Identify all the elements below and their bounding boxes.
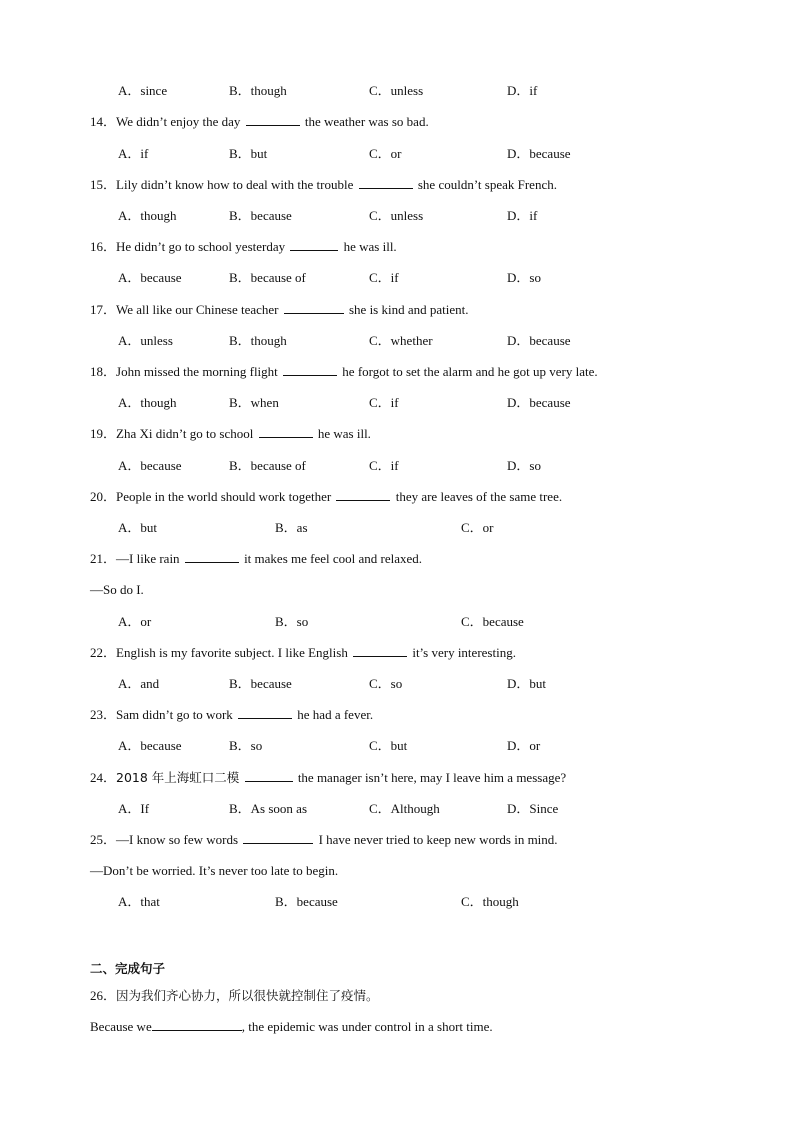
option-b[interactable]: B．as xyxy=(275,520,308,535)
q15-options xyxy=(0,206,794,226)
option-a[interactable]: A．or xyxy=(118,614,152,629)
question-26-chinese xyxy=(90,986,794,1006)
chinese-prompt: 因为我们齐心协力，所以很快就控制住了疫情。 xyxy=(116,988,379,1003)
question-25-reply: —Don’t be worried. It’s never too late to begin. xyxy=(90,863,339,878)
option-d[interactable]: D．but xyxy=(507,676,547,691)
option-a[interactable]: A．but xyxy=(118,520,158,535)
question-number: 16． xyxy=(90,239,117,254)
option-a[interactable]: A．that xyxy=(118,894,160,909)
question-number: 25． xyxy=(90,832,117,847)
option-a[interactable]: A．because xyxy=(118,458,182,473)
question-text-before: He didn’t go to school yesterday xyxy=(116,239,286,254)
answer-blank[interactable] xyxy=(290,238,338,251)
option-b[interactable]: B．but xyxy=(229,146,268,161)
answer-blank[interactable] xyxy=(238,706,292,719)
option-a[interactable]: A．since xyxy=(118,83,168,98)
option-c[interactable]: C．unless xyxy=(369,83,424,98)
option-d[interactable]: D．because xyxy=(507,395,571,410)
option-a[interactable]: A．though xyxy=(118,395,177,410)
option-b[interactable]: B．because xyxy=(229,676,292,691)
answer-blank[interactable] xyxy=(185,550,239,563)
question-text-after: she couldn’t speak French. xyxy=(417,177,557,192)
option-b[interactable]: B．though xyxy=(229,333,287,348)
option-b[interactable]: B．so xyxy=(229,738,263,753)
question-text-before: Sam didn’t go to work xyxy=(116,707,233,722)
option-c[interactable]: C．or xyxy=(369,146,402,161)
question-text-before: Zha Xi didn’t go to school xyxy=(116,426,254,441)
question-21-reply: —So do I. xyxy=(90,582,144,597)
q21-options xyxy=(0,612,794,632)
question-text-before: —I like rain xyxy=(116,551,180,566)
answer-blank[interactable] xyxy=(243,831,313,844)
sentence-start: Because we xyxy=(90,1019,152,1034)
question-22 xyxy=(90,643,794,663)
option-b[interactable]: B．because of xyxy=(229,270,306,285)
sentence-end: , the epidemic was under control in a short time. xyxy=(241,1019,493,1034)
question-text-after: he had a fever. xyxy=(297,707,374,722)
answer-blank[interactable] xyxy=(359,176,413,189)
option-c[interactable]: C．Although xyxy=(369,801,440,816)
option-a[interactable]: A．because xyxy=(118,270,182,285)
option-c[interactable]: C．or xyxy=(461,520,494,535)
question-24 xyxy=(90,768,794,788)
option-d[interactable]: D．if xyxy=(507,208,538,223)
question-source: 2018 年上海虹口二模 xyxy=(116,770,240,785)
option-b[interactable]: B．when xyxy=(229,395,279,410)
q24-options xyxy=(0,799,794,819)
question-14 xyxy=(90,112,794,132)
option-b[interactable]: B．though xyxy=(229,83,287,98)
question-text-after: he forgot to set the alarm and he got up very late. xyxy=(342,364,598,379)
answer-blank[interactable] xyxy=(259,425,313,438)
q22-options xyxy=(0,674,794,694)
option-b[interactable]: B．because xyxy=(275,894,338,909)
option-c[interactable]: C．though xyxy=(461,894,519,909)
answer-blank[interactable] xyxy=(245,769,293,782)
question-text-before: —I know so few words xyxy=(116,832,239,847)
question-number: 26． xyxy=(90,988,117,1003)
question-number: 14． xyxy=(90,114,117,129)
option-d[interactable]: D．if xyxy=(507,83,538,98)
question-19 xyxy=(90,424,794,444)
option-c[interactable]: C．so xyxy=(369,676,403,691)
option-a[interactable]: A．unless xyxy=(118,333,173,348)
question-20 xyxy=(90,487,794,507)
question-text-after: he was ill. xyxy=(317,426,371,441)
q14-options xyxy=(0,144,794,164)
option-c[interactable]: C．if xyxy=(369,270,399,285)
question-text-before: We all like our Chinese teacher xyxy=(116,302,279,317)
question-23 xyxy=(90,705,794,725)
option-a[interactable]: A．because xyxy=(118,738,182,753)
question-18 xyxy=(90,362,794,382)
question-15 xyxy=(90,175,794,195)
question-text-after: the weather was so bad. xyxy=(304,114,429,129)
question-17 xyxy=(90,300,794,320)
question-text-after: the manager isn’t here, may I leave him a message? xyxy=(297,770,567,785)
question-text-after: it makes me feel cool and relaxed. xyxy=(244,551,423,566)
option-d[interactable]: D．because xyxy=(507,146,571,161)
question-text-after: it’s very interesting. xyxy=(412,645,516,660)
q20-options xyxy=(0,518,794,538)
section-heading: 二、完成句子 xyxy=(90,961,166,976)
question-text-before: We didn’t enjoy the day xyxy=(116,114,241,129)
q18-options xyxy=(0,393,794,413)
option-c[interactable]: C．but xyxy=(369,738,408,753)
option-c[interactable]: C．unless xyxy=(369,208,424,223)
question-21 xyxy=(90,549,794,569)
question-25 xyxy=(90,830,794,850)
question-text-before: English is my favorite subject. I like English xyxy=(116,645,348,660)
question-number: 22． xyxy=(90,645,117,660)
answer-blank[interactable] xyxy=(152,1018,242,1031)
option-d[interactable]: D．so xyxy=(507,270,541,285)
option-c[interactable]: C．because xyxy=(461,614,524,629)
question-16 xyxy=(90,237,794,257)
question-number: 21． xyxy=(90,551,117,566)
q19-options xyxy=(0,456,794,476)
option-a[interactable]: A．If xyxy=(118,801,150,816)
answer-blank[interactable] xyxy=(336,488,390,501)
option-a[interactable]: A．though xyxy=(118,208,177,223)
option-d[interactable]: D．because xyxy=(507,333,571,348)
q16-options xyxy=(0,268,794,288)
question-text-after: she is kind and patient. xyxy=(348,302,469,317)
q23-options xyxy=(0,736,794,756)
option-b[interactable]: B．because of xyxy=(229,458,306,473)
answer-blank[interactable] xyxy=(284,301,344,314)
question-text-before: John missed the morning flight xyxy=(116,364,278,379)
question-number: 19． xyxy=(90,426,117,441)
question-text-after: they are leaves of the same tree. xyxy=(395,489,563,504)
q17-options xyxy=(0,331,794,351)
option-a[interactable]: A．if xyxy=(118,146,149,161)
option-b[interactable]: B．so xyxy=(275,614,309,629)
option-d[interactable]: D．Since xyxy=(507,801,559,816)
option-a[interactable]: A．and xyxy=(118,676,160,691)
option-d[interactable]: D．or xyxy=(507,738,541,753)
question-text-before: Lily didn’t know how to deal with the trouble xyxy=(116,177,354,192)
answer-blank[interactable] xyxy=(246,113,300,126)
question-26-english xyxy=(90,1017,794,1037)
q25-options xyxy=(0,892,794,912)
question-number: 15． xyxy=(90,177,117,192)
option-b[interactable]: B．As soon as xyxy=(229,801,308,816)
option-c[interactable]: C．if xyxy=(369,458,399,473)
answer-blank[interactable] xyxy=(353,644,407,657)
question-number: 23． xyxy=(90,707,117,722)
q13-options xyxy=(0,81,794,101)
option-c[interactable]: C．whether xyxy=(369,333,433,348)
question-number: 20． xyxy=(90,489,117,504)
question-text-after: I have never tried to keep new words in mind. xyxy=(318,832,558,847)
option-d[interactable]: D．so xyxy=(507,458,541,473)
option-b[interactable]: B．because xyxy=(229,208,292,223)
question-number: 18． xyxy=(90,364,117,379)
question-text-before: People in the world should work together xyxy=(116,489,332,504)
question-text-after: he was ill. xyxy=(343,239,397,254)
option-c[interactable]: C．if xyxy=(369,395,399,410)
question-number: 24． xyxy=(90,770,117,785)
answer-blank[interactable] xyxy=(283,363,337,376)
question-number: 17． xyxy=(90,302,117,317)
